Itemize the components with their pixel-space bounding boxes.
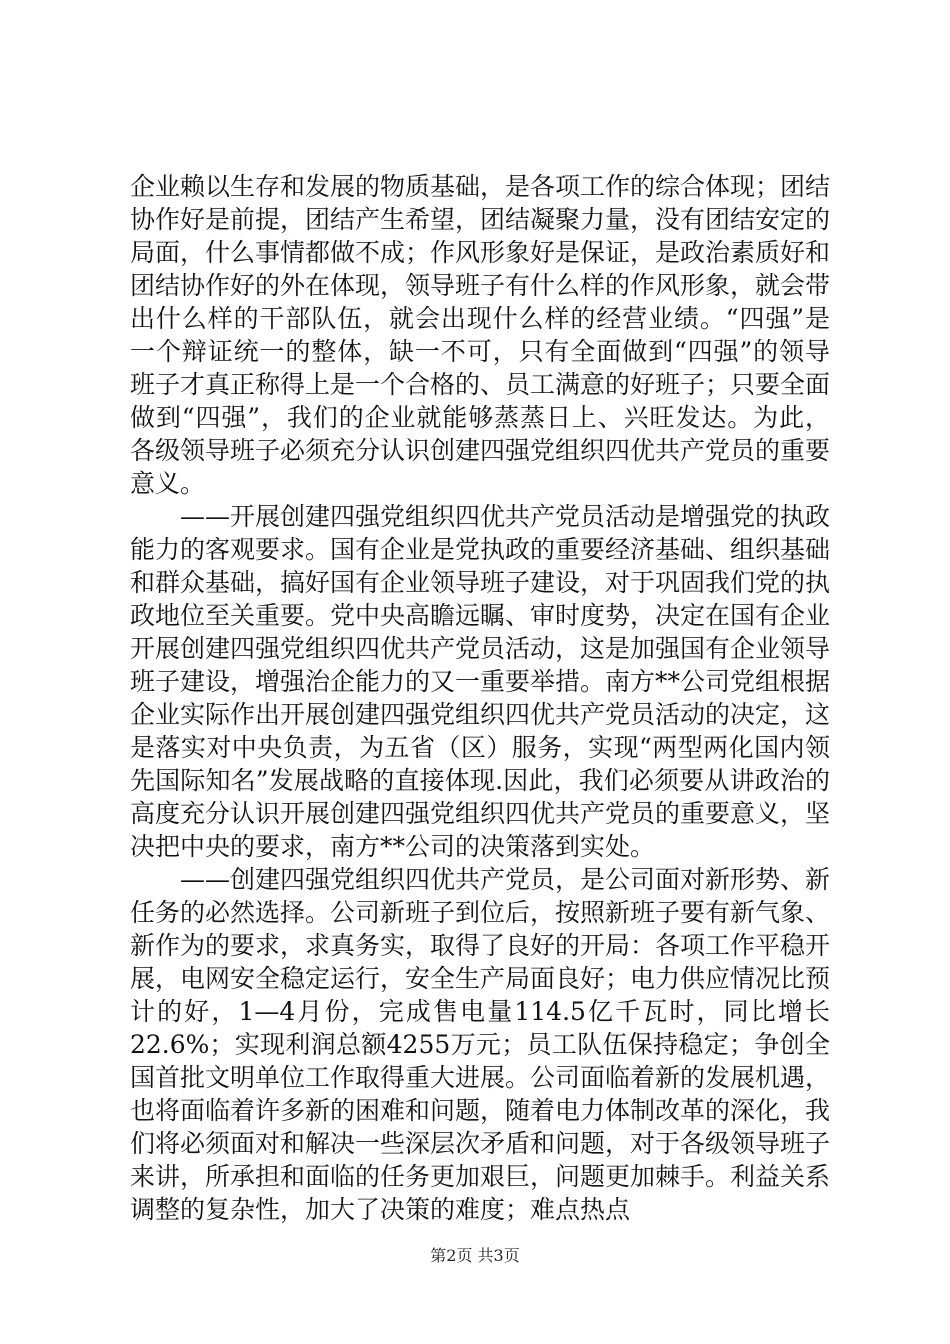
document-body (130, 170, 830, 1226)
page-footer: 第2页 共3页 (430, 1246, 520, 1265)
paragraph-governing-capacity: ——开展创建四强党组织四优共产党员活动是增强党的执政能力的客观要求。国有企业是党执政的重要经济基础、组织基础和群众基础，搞好国有企业领导班子建设，对于巩固我们党的执政地位至关重要。党中央高瞻远瞩、审时度势，决定在国有企业开展创建四强党组织四优共产党员活动，这是加强国有企业领导班子建设，增强治企能力的又一重要举措。南方**公司党组根据企业实际作出开展创建四强党组织四优共产党员活动的决定，这是落实对中央负责，为五省（区）服务，实现“两型两化国内领先国际知名”发展战略的直接体现.因此，我们必须要从讲政治的高度充分认识开展创建四强党组织四优共产党员的重要意义，坚决把中央的要求，南方**公司的决策落到实处。 (130, 502, 831, 861)
paragraph-continued: 企业赖以生存和发展的物质基础，是各项工作的综合体现；团结协作好是前提，团结产生希望，团结凝聚力量，没有团结安定的局面，什么事情都做不成；作风形象好是保证，是政治素质好和团结协作好的外在体现，领导班子有什么样的作风形象，就会带出什么样的干部队伍，就会出现什么样的经营业绩。“四强”是一个辩证统一的整体，缺一不可，只有全面做到“四强”的领导班子才真正称得上是一个合格的、员工满意的好班子；只要全面做到“四强”，我们的企业就能够蒸蒸日上、兴旺发达。为此，各级领导班子必须充分认识创建四强党组织四优共产党员的重要意义。 (130, 172, 831, 498)
paragraph-new-situation: ——创建四强党组织四优共产党员，是公司面对新形势、新任务的必然选择。公司新班子到位后，按照新班子要有新气象、新作为的要求，求真务实，取得了良好的开局：各项工作平稳开展，电网安全稳定运行，安全生产局面良好；电力供应情况比预计的好，1—4月份，完成售电量114.5亿千瓦时，同比增长22.6%；实现利润总额4255万元；员工队伍保持稳定；争创全国首批文明单位工作取得重大进展。公司面临着新的发展机遇，也将面临着许多新的困难和问题，随着电力体制改革的深化，我们将必须面对和解决一些深层次矛盾和问题，对于各级领导班子来讲，所承担和面临的任务更加艰巨，问题更加棘手。利益关系调整的复杂性，加大了决策的难度；难点热点 (130, 865, 831, 1224)
